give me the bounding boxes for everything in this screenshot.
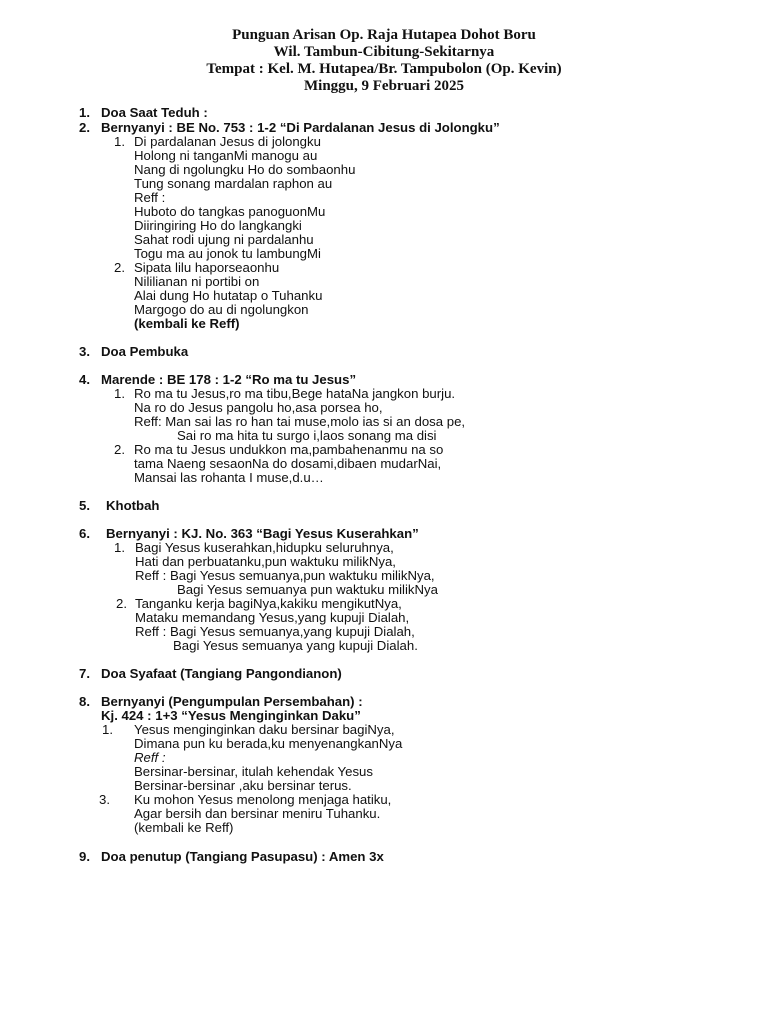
lyric-line: tama Naeng sesaonNa do dosami,dibaen mudarNai, [134, 456, 442, 471]
lyric-line: Sipata lilu haporseaonhu [134, 260, 280, 275]
lyric-line: Mataku memandang Yesus,yang kupuji Dialah, [135, 610, 410, 625]
lyric-line: Hati dan perbuatanku,pun waktuku milikNya, [135, 554, 396, 569]
verse-number: 1. [114, 540, 125, 555]
verse-number: 1. [114, 134, 125, 149]
item-number: 5. [79, 498, 90, 513]
item-number: 6. [79, 526, 90, 541]
item-number: 1. [79, 105, 90, 120]
lyric-line: Reff: Man sai las ro han tai muse,molo ias si an dosa pe, [134, 414, 466, 429]
item-number: 4. [79, 372, 90, 387]
item-title: Doa penutup (Tangiang Pasupasu) : Amen 3x [101, 849, 384, 864]
verse-number: 2. [114, 442, 125, 457]
lyric-line: Reff : [134, 190, 166, 205]
lyric-line: Dimana pun ku berada,ku menyenangkanNya [134, 736, 403, 751]
lyric-line: Ro ma tu Jesus,ro ma tibu,Bege hataNa jangkon burju. [134, 386, 456, 401]
item-title: Doa Pembuka [101, 344, 189, 359]
item-title: Khotbah [106, 498, 160, 513]
item-title: Bernyanyi : KJ. No. 363 “Bagi Yesus Kuserahkan” [106, 526, 419, 541]
item-title: Bernyanyi (Pengumpulan Persembahan) : [101, 694, 363, 709]
verse-number: 1. [114, 386, 125, 401]
lyric-line: Di pardalanan Jesus di jolongku [134, 134, 321, 149]
lyric-line: Bagi Yesus kuserahkan,hidupku seluruhnya, [135, 540, 394, 555]
lyric-line: Diiringiring Ho do langkangki [134, 218, 302, 233]
item-title: Doa Syafaat (Tangiang Pangondianon) [101, 666, 342, 681]
item-number: 9. [79, 849, 90, 864]
lyric-line: Ku mohon Yesus menolong menjaga hatiku, [134, 792, 392, 807]
lyric-line: Bersinar-bersinar ,aku bersinar terus. [134, 778, 352, 793]
lyric-line: Tung sonang mardalan raphon au [134, 176, 333, 191]
lyric-line: Na ro do Jesus pangolu ho,asa porsea ho, [134, 400, 383, 415]
lyric-line: Holong ni tanganMi manogu au [134, 148, 318, 163]
verse-number: 2. [114, 260, 125, 275]
verse-number: 1. [102, 722, 113, 737]
item-number: 8. [79, 694, 90, 709]
refrain-note: (kembali ke Reff) [134, 820, 234, 835]
verse-number: 3. [99, 792, 110, 807]
lyric-line: Alai dung Ho hutatap o Tuhanku [134, 288, 323, 303]
header-group-name: Punguan Arisan Op. Raja Hutapea Dohot Boru [232, 27, 536, 43]
lyric-line: Reff : Bagi Yesus semuanya,yang kupuji Dialah, [135, 624, 415, 639]
lyric-line: Togu ma au jonok tu lambungMi [134, 246, 321, 261]
item-number: 3. [79, 344, 90, 359]
lyric-line: Bagi Yesus semuanya pun waktuku milikNya [177, 582, 438, 597]
verse-number: 2. [116, 596, 127, 611]
lyric-line: Ro ma tu Jesus undukkon ma,pambahenanmu na so [134, 442, 444, 457]
lyric-line: Margogo do au di ngolungkon [134, 302, 309, 317]
lyric-line: Bagi Yesus semuanya yang kupuji Dialah. [173, 638, 418, 653]
lyric-line: Nang di ngolungku Ho do sombaonhu [134, 162, 356, 177]
header-venue: Tempat : Kel. M. Hutapea/Br. Tampubolon (Op. Kevin) [206, 61, 562, 77]
refrain-note: (kembali ke Reff) [134, 316, 240, 331]
lyric-line: Huboto do tangkas panoguonMu [134, 204, 326, 219]
lyric-line: Nililianan ni portibi on [134, 274, 260, 289]
item-title: Marende : BE 178 : 1-2 “Ro ma tu Jesus” [101, 372, 357, 387]
header-date: Minggu, 9 Februari 2025 [304, 78, 464, 94]
lyric-line: Bersinar-bersinar, itulah kehendak Yesus [134, 764, 373, 779]
lyric-line: Sai ro ma hita tu surgo i,laos sonang ma disi [177, 428, 437, 443]
lyric-line: Sahat rodi ujung ni pardalanhu [134, 232, 314, 247]
lyric-line: Yesus menginginkan daku bersinar bagiNya, [134, 722, 395, 737]
lyric-line: Reff : [134, 750, 166, 765]
lyric-line: Reff : Bagi Yesus semuanya,pun waktuku milikNya, [135, 568, 435, 583]
lyric-line: Tanganku kerja bagiNya,kakiku mengikutNya, [135, 596, 402, 611]
header-region: Wil. Tambun-Cibitung-Sekitarnya [273, 44, 495, 60]
lyric-line: Mansai las rohanta I muse,d.u… [134, 470, 324, 485]
item-number: 7. [79, 666, 90, 681]
lyric-line: Agar bersih dan bersinar meniru Tuhanku. [134, 806, 381, 821]
item-title: Bernyanyi : BE No. 753 : 1-2 “Di Pardalanan Jesus di Jolongku” [101, 120, 500, 135]
item-number: 2. [79, 120, 90, 135]
item-title: Doa Saat Teduh : [101, 105, 208, 120]
item-subtitle: Kj. 424 : 1+3 “Yesus Menginginkan Daku” [101, 708, 361, 723]
